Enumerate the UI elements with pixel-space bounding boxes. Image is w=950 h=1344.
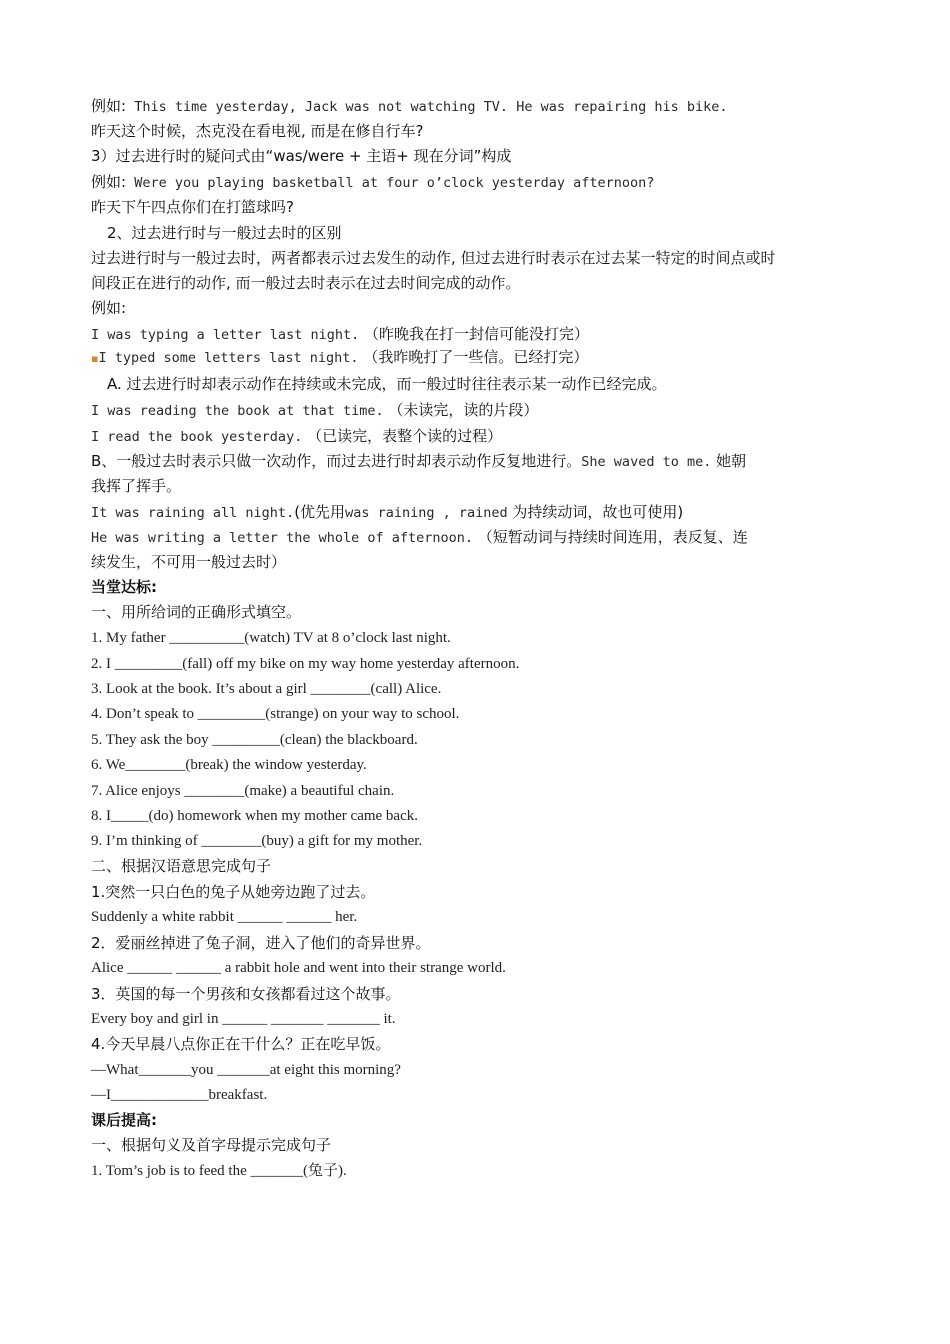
exercise-answer-line: Every boy and girl in ______ _______ _______ it. [91,1011,396,1027]
translation-line: 我挥了挥手。 [91,477,182,495]
paragraph-line: 间段正在进行的动作, 而一般过去时表示在过去时间完成的动作。 [91,274,521,292]
example-sentence: I was typing a letter last night. （昨晚我在打一封信可能没打完） [91,325,589,343]
rule-line: 3）过去进行时的疑问式由“was/were + 主语+ 现在分词”构成 [91,147,512,165]
exercise-item: 5. They ask the boy _________(clean) the blackboard. [91,732,418,748]
section-title-practice: 当堂达标: [91,578,157,596]
exercise-item: 3. Look at the book. It’s about a girl ________(call) Alice. [91,681,442,697]
exercise-answer-line: —What_______you _______at eight this morning? [91,1062,401,1078]
example-sentence: It was raining all night.(优先用was raining , rained 为持续动词，故也可使用) [91,503,684,521]
exercise-heading: 二、根据汉语意思完成句子 [91,857,272,875]
exercise-answer-line: —I_____________breakfast. [91,1087,268,1103]
section-title-homework: 课后提高: [91,1111,157,1129]
exercise-prompt: 1.突然一只白色的兔子从她旁边跑了过去。 [91,883,376,901]
example-sentence: I read the book yesterday. （已读完，表整个读的过程） [91,427,503,445]
translation-line: 昨天这个时候，杰克没在看电视, 而是在修自行车? [91,122,424,140]
example-line: 例如: This time yesterday, Jack was not watching TV. He was repairing his bike. [91,97,728,115]
exercise-prompt: 4.今天早晨八点你正在干什么？正在吃早饭。 [91,1035,391,1053]
rule-line: B、一般过去时表示只做一次动作，而过去进行时却表示动作反复地进行。She waved to me. 她朝 [91,452,747,470]
rule-line: A. 过去进行时却表示动作在持续或未完成，而一般过时往往表示某一动作已经完成。 [107,375,667,393]
exercise-answer-line: Suddenly a white rabbit ______ ______ her. [91,909,358,925]
paragraph-line: 续发生，不可用一般过去时） [91,553,287,571]
exercise-item: 7. Alice enjoys ________(make) a beautiful chain. [91,783,395,799]
example-label: 例如: [91,299,127,317]
exercise-item: 8. I_____(do) homework when my mother came back. [91,808,418,824]
example-sentence: He was writing a letter the whole of afternoon. （短暂动词与持续时间连用，表反复、连 [91,528,748,546]
exercise-item: 2. I _________(fall) off my bike on my way home yesterday afternoon. [91,656,520,672]
example-sentence: I was reading the book at that time. （未读完，读的片段） [91,401,539,419]
exercise-answer-line: Alice ______ ______ a rabbit hole and went into their strange world. [91,960,506,976]
exercise-item: 6. We________(break) the window yesterday. [91,757,367,773]
exercise-heading: 一、用所给词的正确形式填空。 [91,603,302,621]
exercise-prompt: 2．爱丽丝掉进了兔子洞，进入了他们的奇异世界。 [91,934,431,952]
example-line: 例如: Were you playing basketball at four o’clock yesterday afternoon? [91,173,655,191]
example-sentence: ▪I typed some letters last night. （我昨晚打了一些信。已经打完） [91,348,589,366]
section-heading: 2、过去进行时与一般过去时的区别 [107,224,342,242]
exercise-item: 1. Tom’s job is to feed the _______(兔子). [91,1163,347,1179]
exercise-heading: 一、根据句义及首字母提示完成句子 [91,1136,332,1154]
exercise-item: 4. Don’t speak to _________(strange) on your way to school. [91,706,460,722]
paragraph-line: 过去进行时与一般过去时，两者都表示过去发生的动作, 但过去进行时表示在过去某一特定的时间点或时 [91,249,776,267]
exercise-prompt: 3．英国的每一个男孩和女孩都看过这个故事。 [91,985,401,1003]
marker-dot-icon: ▪ [91,352,99,365]
exercise-item: 1. My father __________(watch) TV at 8 o’clock last night. [91,630,451,646]
exercise-item: 9. I’m thinking of ________(buy) a gift for my mother. [91,833,423,849]
translation-line: 昨天下午四点你们在打篮球吗? [91,198,294,216]
